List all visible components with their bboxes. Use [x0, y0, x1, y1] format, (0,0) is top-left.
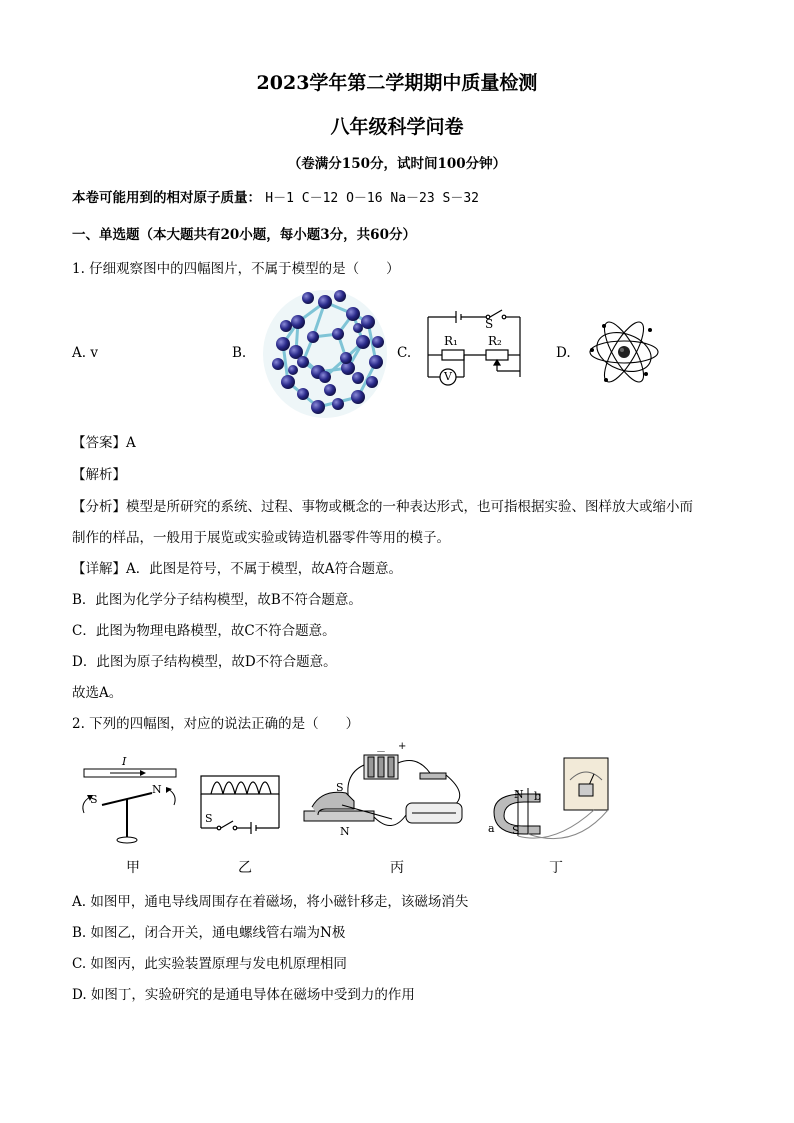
- figure-label-yi: 乙: [238, 860, 252, 876]
- q2-option-a: A. 如图甲，通电导线周围存在着磁场，将小磁针移走，该磁场消失: [72, 894, 469, 910]
- jia-current-label: I: [122, 755, 127, 768]
- q2-option-c: C. 如图丙，此实验装置原理与发电机原理相同: [72, 956, 347, 972]
- exam-note: （卷满分150分，试时间100分钟）: [287, 156, 507, 172]
- q1-detail-3: C．此图为物理电路模型，故C不符合题意。: [72, 623, 336, 639]
- q1-analysis-line-2: 制作的样品，一般用于展览或实验或铸造机器零件等用的模子。: [72, 530, 450, 546]
- circuit-switch-label: S: [485, 317, 494, 331]
- figure-jia: [70, 755, 190, 855]
- question-1-stem: 1. 仔细观察图中的四幅图片，不属于模型的是（ ）: [72, 261, 400, 277]
- figure-yi: [195, 768, 285, 838]
- atomic-mass-line: [72, 186, 479, 206]
- q1-detail-1: 【详解】A．此图是符号，不属于模型，故A符合题意。: [72, 561, 402, 577]
- bing-minus-label: －: [376, 747, 386, 758]
- ding-s-label: S: [512, 824, 520, 837]
- jia-s-label: S: [90, 793, 98, 806]
- figure-label-ding: 丁: [549, 860, 563, 876]
- q1-answer-text: 【答案】A: [72, 435, 136, 451]
- circuit-r1-label: R₁: [444, 334, 458, 348]
- page-subtitle: 八年级科学问卷: [330, 116, 464, 138]
- q1-option-d: D.: [556, 345, 571, 361]
- q1-detail-4: D．此图为原子结构模型，故D不符合题意。: [72, 654, 337, 670]
- circuit-diagram-figure: [422, 305, 528, 389]
- bing-plus-label: +: [398, 741, 407, 752]
- ding-b-label: b: [534, 790, 542, 803]
- bing-n-label: N: [340, 825, 350, 838]
- circuit-voltmeter-label: V: [444, 370, 452, 383]
- q1-option-a: A. v: [72, 345, 98, 361]
- atomic-mass-label: 本卷可能用到的相对原子质量：: [72, 190, 261, 206]
- circuit-r2-label: R₂: [488, 334, 502, 348]
- q2-option-d: D. 如图丁，实验研究的是通电导体在磁场中受到力的作用: [72, 987, 415, 1003]
- page-title: 2023学年第二学期期中质量检测: [256, 72, 538, 94]
- q2-option-b: B. 如图乙，闭合开关，通电螺线管右端为N极: [72, 925, 346, 941]
- yi-switch-label: S: [205, 812, 213, 825]
- q1-analysis-line-1: 【分析】模型是所研究的系统、过程、事物或概念的一种表达形式，也可指根据实验、图样放大或缩小而: [72, 499, 693, 515]
- q1-detail-2: B．此图为化学分子结构模型，故B不符合题意。: [72, 592, 362, 608]
- fullerene-molecule-figure: [258, 282, 392, 422]
- atom-model-figure: [586, 316, 662, 388]
- figure-label-bing: 丙: [390, 860, 404, 876]
- q1-option-c: C.: [397, 345, 412, 361]
- figure-label-jia: 甲: [126, 860, 140, 876]
- q1-option-b: B.: [232, 345, 247, 361]
- question-2-stem: 2. 下列的四幅图，对应的说法正确的是（ ）: [72, 716, 360, 732]
- figure-ding: [484, 750, 624, 845]
- ding-a-label: a: [488, 822, 495, 835]
- figure-bing: [302, 741, 467, 843]
- bing-s-label: S: [336, 781, 344, 794]
- atomic-mass-values: H－1 C－12 O－16 Na－23 S－32: [265, 191, 480, 206]
- q1-answer: [72, 431, 136, 451]
- ding-n-label: N: [514, 788, 524, 801]
- section-title: 一、单选题（本大题共有20小题，每小题3分，共60分）: [72, 227, 416, 243]
- jia-n-label: N: [152, 783, 162, 796]
- q1-analysis-head: 【解析】: [72, 467, 126, 483]
- q1-choose: 故选A。: [72, 685, 123, 701]
